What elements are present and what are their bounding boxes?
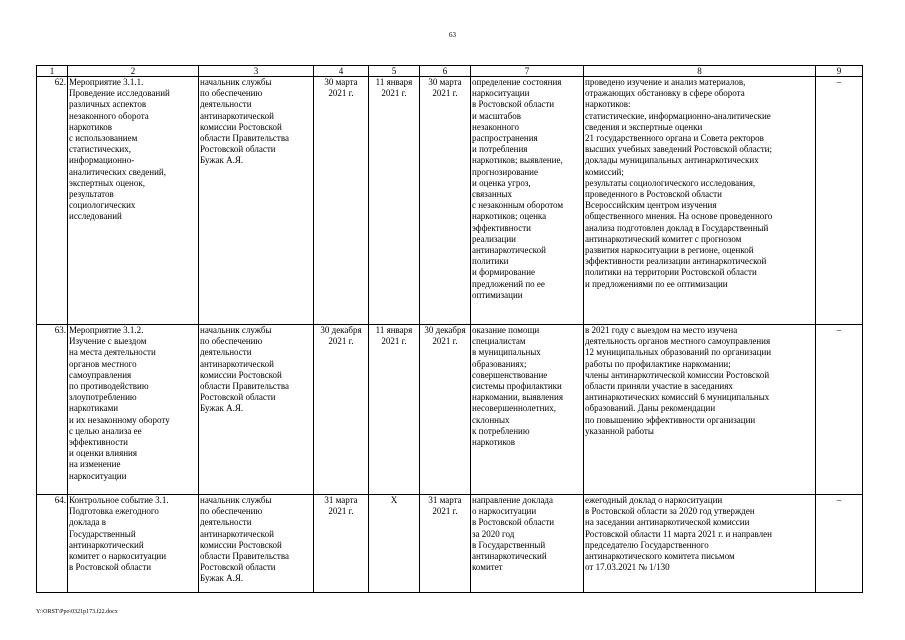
cell-line: комиссии Ростовской: [200, 369, 282, 380]
cell-line: доклада в: [69, 517, 107, 528]
cell-line: направление доклада: [472, 495, 554, 505]
cell-line: 30 марта: [324, 77, 358, 87]
cell-line: в Ростовской области за 2020 год утвержден: [585, 506, 755, 517]
cell-line: в Ростовской области: [472, 99, 555, 110]
cell-line: антинаркотический: [472, 551, 547, 562]
actual-result-cell: [584, 77, 816, 325]
cell-line: аналитических сведений,: [69, 166, 166, 177]
cell-line: социологических: [69, 200, 136, 211]
cell-line: Х: [390, 495, 398, 505]
cell-line: статистических,: [69, 144, 131, 155]
cell-line: 30 декабря: [320, 325, 362, 335]
file-path: Y:\ORST\Ppo\0321p173.f22.docx: [36, 609, 118, 615]
cell-line: 30 марта: [428, 77, 462, 87]
cell-line: в муниципальных: [472, 347, 541, 358]
cell-line: определение состояния: [472, 77, 562, 87]
cell-line: проведенного в Ростовской области: [585, 189, 722, 200]
column-header: 1: [37, 66, 68, 77]
cell-line: реализации: [472, 233, 516, 244]
cell-line: начальник службы: [200, 325, 272, 335]
cell-line: комиссий;: [585, 166, 624, 177]
cell-line: и масштабов: [472, 110, 521, 121]
cell-line: по обеспечению: [200, 88, 263, 99]
cell-line: злоупотреблению: [69, 392, 137, 403]
table-row: [37, 325, 863, 495]
cell-line: общественного мнения. На основе проведенного: [585, 211, 773, 222]
cell-line: сведения и экспертные оценки: [585, 121, 703, 132]
cell-line: оказание помощи: [472, 325, 540, 335]
note-cell: –: [816, 325, 863, 495]
cell-line: предложений по ее: [472, 278, 545, 289]
planned-date-cell: [314, 495, 369, 593]
cell-line: наркоситуации: [472, 88, 530, 99]
cell-line: председателю Государственного: [585, 539, 709, 550]
cell-line: прогнозирование: [472, 166, 538, 177]
cell-line: различных аспектов: [69, 99, 147, 110]
header-row: [37, 66, 863, 77]
cell-line: антинаркотический: [69, 539, 144, 550]
cell-line: склонных: [472, 414, 510, 425]
cell-line: области Правительства: [200, 551, 289, 562]
actual-result-cell: [584, 325, 816, 495]
cell-line: наркоситуации: [69, 470, 127, 481]
cell-line: ежегодный доклад о наркоситуации: [585, 495, 723, 505]
cell-line: эффективности: [472, 222, 531, 233]
cell-line: наркомании, выявления: [472, 392, 563, 403]
cell-line: и предложениями по ее оптимизации: [585, 278, 728, 289]
cell-line: области Правительства: [200, 133, 289, 144]
cell-line: результаты социологического исследования,: [585, 177, 756, 188]
cell-line: о наркоситуации: [472, 506, 537, 517]
cell-line: 21 государственного органа и Совета ректоров: [585, 133, 764, 144]
cell-line: деятельности: [200, 99, 252, 110]
cell-line: комиссии Ростовской: [200, 539, 282, 550]
cell-line: с использованием: [69, 133, 138, 144]
cell-line: деятельность органов местного самоуправления: [585, 336, 771, 347]
cell-line: в Ростовской области: [472, 517, 555, 528]
report-table: [36, 65, 863, 593]
cell-line: 2021 г.: [432, 506, 458, 517]
cell-line: к потреблению: [472, 425, 530, 436]
cell-line: 2021 г.: [432, 336, 458, 347]
cell-line: наркотиками: [69, 403, 119, 414]
cell-line: и их незаконному обороту: [69, 414, 170, 425]
cell-line: Контрольное событие 3.1.: [69, 495, 169, 505]
cell-line: Мероприятие 3.1.1.: [69, 77, 144, 87]
cell-line: незаконного оборота: [69, 110, 149, 121]
cell-line: Всероссийским центром изучения: [585, 200, 717, 211]
cell-line: по обеспечению: [200, 506, 263, 517]
cell-line: несовершеннолетних,: [472, 403, 556, 414]
cell-line: в Государственный: [472, 539, 546, 550]
cell-line: и потребления: [472, 144, 528, 155]
planned-date-cell: [314, 77, 369, 325]
cell-line: в 2021 году с выездом на место изучена: [585, 325, 738, 335]
cell-line: политики на территории Ростовской области: [585, 267, 757, 278]
cell-line: экспертных оценок,: [69, 177, 145, 188]
cell-line: 12 муниципальных образований по организации: [585, 347, 772, 358]
cell-line: эффективности реализации антинаркотической: [585, 256, 767, 267]
cell-line: совершенствование: [472, 369, 548, 380]
cell-line: органов местного: [69, 358, 137, 369]
note-cell: –: [816, 77, 863, 325]
event-cell: [68, 325, 199, 495]
cell-line: исследований: [69, 211, 122, 222]
column-header: 8: [584, 66, 816, 77]
cell-line: на места деятельности: [69, 347, 156, 358]
cell-line: информационно-: [69, 155, 135, 166]
cell-line: 2021 г.: [381, 336, 407, 347]
cell-line: Бужак А.Я.: [200, 573, 244, 584]
column-header: 6: [420, 66, 471, 77]
column-header: 9: [816, 66, 863, 77]
responsible-cell: [199, 77, 314, 325]
cell-line: наркотиков; оценка: [472, 211, 547, 222]
cell-line: 2021 г.: [328, 506, 354, 517]
cell-line: наркотиков: [472, 437, 516, 448]
cell-line: результатов: [69, 189, 114, 200]
cell-line: антинаркотического комитета письмом: [585, 551, 735, 562]
cell-line: специалистам: [472, 336, 526, 347]
event-cell: [68, 77, 199, 325]
expected-result-cell: [471, 77, 584, 325]
cell-line: Мероприятие 3.1.2.: [69, 325, 144, 335]
cell-line: проведено изучение и анализ материалов,: [585, 77, 746, 87]
end-date-cell: [420, 77, 471, 325]
cell-line: эффективности: [69, 437, 128, 448]
cell-line: антинаркотической: [200, 528, 274, 539]
responsible-cell: [199, 325, 314, 495]
cell-line: наркотиков: [69, 121, 113, 132]
cell-line: комитет: [472, 562, 503, 573]
cell-line: высших учебных заведений Ростовской области;: [585, 144, 772, 155]
cell-line: Проведение исследований: [69, 88, 170, 99]
cell-line: политики: [472, 256, 509, 267]
note-cell: –: [816, 495, 863, 593]
cell-line: с незаконным оборотом: [472, 200, 564, 211]
cell-line: системы профилактики: [472, 381, 562, 392]
planned-date-cell: [314, 325, 369, 495]
cell-line: антинаркотической: [200, 110, 274, 121]
cell-line: начальник службы: [200, 77, 272, 87]
cell-line: распространения: [472, 133, 538, 144]
cell-line: связанных: [472, 189, 512, 200]
cell-line: образований. Даны рекомендации: [585, 403, 716, 414]
event-cell: [68, 495, 199, 593]
expected-result-cell: [471, 325, 584, 495]
cell-line: за 2020 год: [472, 528, 515, 539]
cell-line: комитет о наркоситуации: [69, 551, 167, 562]
table-row: [37, 77, 863, 325]
cell-line: с целью анализа ее: [69, 425, 142, 436]
cell-line: 11 января: [375, 77, 413, 87]
cell-line: Подготовка ежегодного: [69, 506, 159, 517]
cell-line: по повышению эффективности организации: [585, 414, 756, 425]
cell-line: анализа подготовлен доклад в Государственный: [585, 222, 769, 233]
cell-line: Бужак А.Я.: [200, 403, 244, 414]
cell-line: 2021 г.: [328, 336, 354, 347]
cell-line: наркотиков; выявление,: [472, 155, 563, 166]
cell-line: антинаркотических комиссий 6 муниципальных: [585, 392, 770, 403]
cell-line: начальник службы: [200, 495, 272, 505]
end-date-cell: [420, 495, 471, 593]
cell-line: 31 марта: [324, 495, 358, 505]
cell-line: указанной работы: [585, 425, 654, 436]
cell-line: отражающих обстановку в сфере оборота: [585, 88, 745, 99]
cell-line: по противодействию: [69, 381, 149, 392]
table-row: [37, 495, 863, 593]
cell-line: работы по профилактике наркомании;: [585, 358, 731, 369]
cell-line: наркотиков:: [585, 99, 631, 110]
cell-line: члены антинаркотической комиссии Ростовской: [585, 369, 770, 380]
cell-line: на заседании антинаркотической комиссии: [585, 517, 750, 528]
cell-line: доклады муниципальных антинаркотических: [585, 155, 759, 166]
column-header: 2: [68, 66, 199, 77]
cell-line: Ростовской области: [200, 562, 276, 573]
start-date-cell: [369, 325, 420, 495]
cell-line: 31 марта: [428, 495, 462, 505]
cell-line: образованиях;: [472, 358, 527, 369]
cell-line: 30 декабря: [424, 325, 466, 335]
row-number: 62.: [37, 77, 68, 325]
cell-line: на изменение: [69, 459, 121, 470]
start-date-cell: [369, 77, 420, 325]
cell-line: антинаркотический комитет с прогнозом: [585, 233, 742, 244]
row-number: 63.: [37, 325, 68, 495]
cell-line: области Правительства: [200, 381, 289, 392]
column-header: 7: [471, 66, 584, 77]
cell-line: самоуправления: [69, 369, 132, 380]
cell-line: 2021 г.: [381, 88, 407, 99]
responsible-cell: [199, 495, 314, 593]
end-date-cell: [420, 325, 471, 495]
cell-line: незаконного: [472, 121, 519, 132]
row-number: 64.: [37, 495, 68, 593]
column-header: 4: [314, 66, 369, 77]
cell-line: деятельности: [200, 347, 252, 358]
cell-line: 11 января: [375, 325, 413, 335]
actual-result-cell: [584, 495, 816, 593]
column-header: 3: [199, 66, 314, 77]
column-header: 5: [369, 66, 420, 77]
page-number: 63: [449, 31, 456, 39]
cell-line: от 17.03.2021 № 1/130: [585, 562, 670, 573]
cell-line: антинаркотической: [200, 358, 274, 369]
cell-line: области приняли участие в заседаниях: [585, 381, 733, 392]
cell-line: в Ростовской области: [69, 562, 152, 573]
cell-line: Государственный: [69, 528, 136, 539]
cell-line: антинаркотической: [472, 245, 546, 256]
cell-line: Ростовской области: [200, 144, 276, 155]
cell-line: статистические, информационно-аналитические: [585, 110, 771, 121]
cell-line: и формирование: [472, 267, 536, 278]
cell-line: деятельности: [200, 517, 252, 528]
cell-line: оптимизации: [472, 289, 523, 300]
cell-line: Бужак А.Я.: [200, 155, 244, 166]
cell-line: комиссии Ростовской: [200, 121, 282, 132]
cell-line: Изучение с выездом: [69, 336, 147, 347]
cell-line: и оценка угроз,: [472, 177, 531, 188]
start-date-cell: [369, 495, 420, 593]
cell-line: 2021 г.: [328, 88, 354, 99]
cell-line: 2021 г.: [432, 88, 458, 99]
cell-line: и оценки влияния: [69, 448, 137, 459]
cell-line: Ростовской области 11 марта 2021 г. и направлен: [585, 528, 772, 539]
expected-result-cell: [471, 495, 584, 593]
cell-line: по обеспечению: [200, 336, 263, 347]
cell-line: Ростовской области: [200, 392, 276, 403]
cell-line: развития наркоситуации в регионе, оценкой: [585, 245, 754, 256]
